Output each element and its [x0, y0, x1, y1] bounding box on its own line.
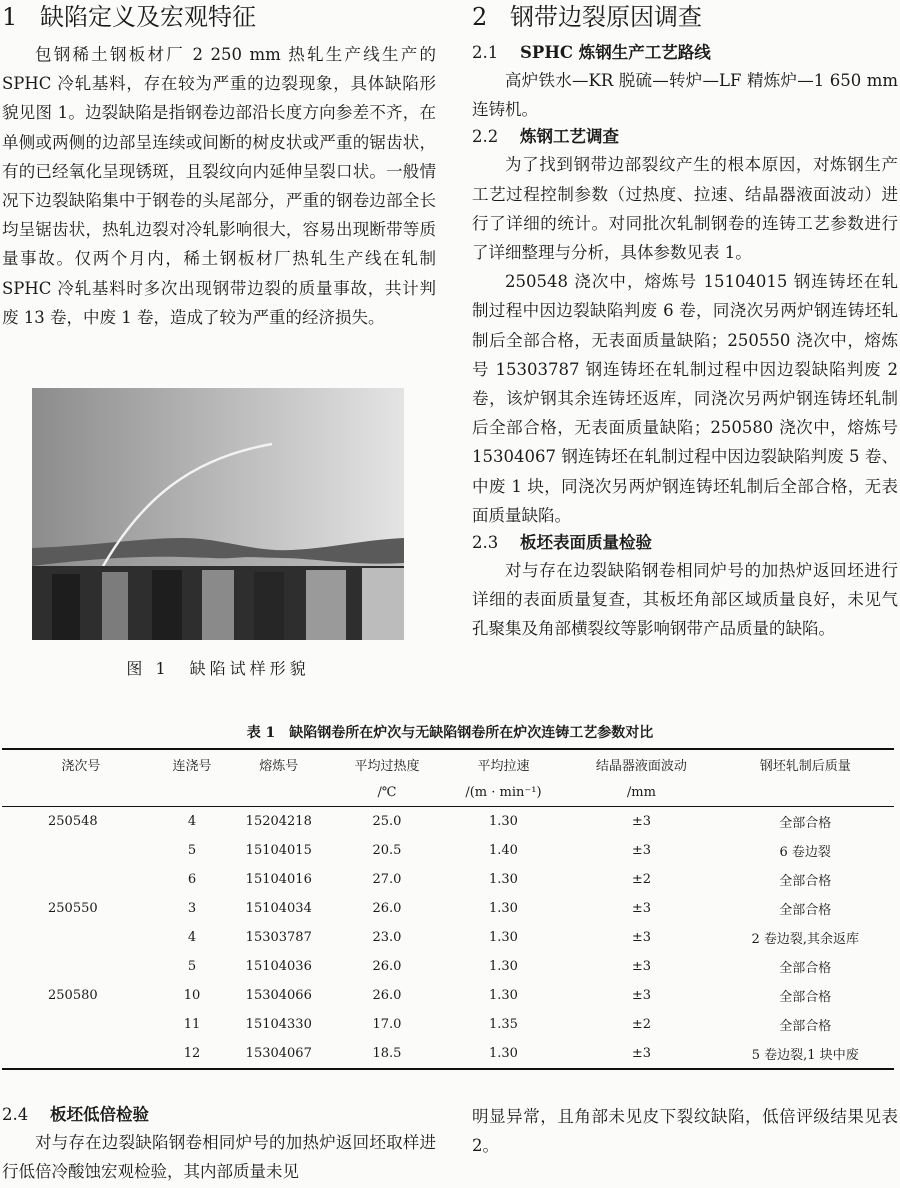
- table-cell: 250550: [48, 901, 98, 916]
- figure-1-defect-photo: [32, 388, 404, 640]
- column-header: 钢坯轧制后质量: [716, 749, 894, 778]
- table-cell: 4: [187, 930, 197, 945]
- table-1-grid: [2, 748, 894, 1070]
- table-cell: 15104015: [245, 843, 312, 858]
- table-cell: [2, 836, 160, 865]
- column-unit: /(m · min⁻¹): [441, 778, 567, 807]
- column-header: 结晶器液面波动: [566, 749, 716, 778]
- subsection-number: 2.1: [472, 43, 499, 62]
- bottom-right-column: [472, 1102, 898, 1160]
- table-cell: ±3: [566, 1039, 716, 1069]
- table-cell: 5: [187, 959, 197, 974]
- support-block: [254, 572, 284, 640]
- support-block: [306, 570, 346, 640]
- subsection-2-1-heading: [472, 40, 898, 66]
- table-cell: 1.40: [488, 843, 518, 858]
- support-block: [102, 572, 128, 640]
- table-cell: ±3: [631, 988, 651, 1003]
- table-cell: 全部合格: [779, 1019, 832, 1034]
- subsection-2-4-heading: [2, 1102, 436, 1128]
- subsection-2-4-paragraph-continued: 明显异常，且角部未见皮下裂纹缺陷，低倍评级结果见表 2。: [472, 1107, 898, 1156]
- table-cell: [2, 1039, 160, 1069]
- table-cell: 1.35: [488, 1017, 518, 1032]
- table-cell: [2, 865, 160, 894]
- column-header: 平均过热度: [333, 749, 440, 778]
- column-unit: [160, 778, 224, 807]
- column-unit: [716, 778, 894, 807]
- table-cell: 1.30: [488, 930, 518, 945]
- table-cell: 5: [187, 843, 197, 858]
- table-cell: 全部合格: [779, 961, 832, 976]
- steel-sheet-surface: [32, 388, 404, 550]
- table-cell: 全部合格: [779, 816, 832, 831]
- column-header: 浇次号: [2, 749, 160, 778]
- column-unit: [224, 778, 333, 807]
- section-title: 缺陷定义及宏观特征: [40, 3, 256, 31]
- table-cell: 4: [187, 814, 197, 829]
- table-row: [2, 865, 894, 894]
- table-cell: [2, 923, 160, 952]
- table-cell: 全部合格: [779, 990, 832, 1005]
- table-cell: 17.0: [372, 1017, 402, 1032]
- table-cell: ±3: [631, 901, 651, 916]
- table-cell: 2 卷边裂,其余返库: [751, 932, 860, 947]
- table-cell: 250548: [48, 814, 98, 829]
- table-cell: 15204218: [245, 814, 312, 829]
- table-cell: 6: [187, 872, 197, 887]
- table-cell: 23.0: [372, 930, 402, 945]
- subsection-2-1-paragraph: 高炉铁水—KR 脱硫—转炉—LF 精炼炉—1 650 mm连铸机。: [472, 71, 898, 120]
- table-cell: 1.30: [488, 814, 518, 829]
- section-2-heading: [472, 2, 898, 32]
- table-cell: 250580: [48, 988, 98, 1003]
- table-cell: 15104330: [245, 1017, 312, 1032]
- table-cell: 全部合格: [779, 903, 832, 918]
- table-cell: 6 卷边裂: [779, 845, 831, 860]
- support-block: [362, 568, 404, 640]
- table-cell: 1.30: [488, 901, 518, 916]
- left-column: [2, 2, 436, 332]
- subsection-2-2-heading: [472, 124, 898, 150]
- table-header-unit-row: [2, 778, 894, 807]
- table-row: [2, 807, 894, 837]
- table-cell: ±3: [631, 814, 651, 829]
- support-block: [202, 570, 234, 640]
- table-cell: ±3: [631, 959, 651, 974]
- table-row: [2, 894, 894, 923]
- table-cell: 15304067: [224, 1039, 333, 1069]
- table-row: [2, 981, 894, 1010]
- table-cell: 20.5: [372, 843, 402, 858]
- table-cell: 3: [187, 901, 197, 916]
- subsection-title: SPHC 炼钢生产工艺路线: [520, 43, 711, 62]
- subsection-number: 2.4: [2, 1105, 29, 1124]
- subsection-number: 2.3: [472, 533, 499, 553]
- table-cell: 1.30: [488, 959, 518, 974]
- column-header: 平均拉速: [441, 749, 567, 778]
- subsection-2-4-paragraph-start: 对与存在边裂缺陷钢卷相同炉号的加热炉返回坯取样进行低倍冷酸蚀宏观检验，其内部质量未见: [2, 1133, 436, 1182]
- column-unit: /mm: [566, 778, 716, 807]
- section-title: 钢带边裂原因调查: [510, 3, 702, 31]
- column-header: 熔炼号: [224, 749, 333, 778]
- section-number: 2: [472, 3, 488, 31]
- table-header-row: [2, 749, 894, 778]
- table-cell: ±2: [631, 1017, 651, 1032]
- column-unit: [2, 778, 160, 807]
- section-1-paragraph: 包钢稀土钢板材厂 2 250 mm 热轧生产线生产的 SPHC 冷轧基料，存在较为严重的边裂现象，具体缺陷形貌见图 1。边裂缺陷是指钢卷边部沿长度方向参差不齐，在单侧或两侧的边部呈连续或间断的树皮状或严重的锯齿状，有的已经氧化呈现锈斑，且裂纹向内延伸呈裂口状。一般情况下边裂缺陷集中于钢卷的头尾部分，严重的钢卷边部全长均呈锯齿状，热轧边裂对冷轧影响很大，容易出现断带等质量事故。仅两个月内，稀土钢板材厂热轧生产线在轧制 SPHC 冷轧基料时多次出现钢带边裂的质量事故，共计判废 13 卷，中废 1 卷，造成了较为严重的经济损失。: [2, 45, 436, 327]
- table-1-title: 表 1 缺陷钢卷所在炉次与无缺陷钢卷所在炉次连铸工艺参数对比: [246, 725, 654, 741]
- table-cell: 1.30: [488, 872, 518, 887]
- table-cell: [2, 952, 160, 981]
- support-block: [152, 570, 182, 640]
- table-cell: ±3: [631, 930, 651, 945]
- table-cell: 12: [160, 1039, 224, 1069]
- table-row: [2, 952, 894, 981]
- table-body: [2, 807, 894, 1070]
- section-number: 1: [2, 3, 18, 31]
- subsection-title: 板坯低倍检验: [50, 1105, 149, 1124]
- support-block: [52, 574, 80, 640]
- subsection-title: 炼钢工艺调查: [520, 127, 619, 147]
- table-cell: 全部合格: [779, 874, 832, 889]
- subsection-2-2-paragraph-1: 为了找到钢带边部裂纹产生的根本原因，对炼钢生产工艺过程控制参数（过热度、拉速、结晶器液面波动）进行了详细的统计。对同批次轧制钢卷的连铸工艺参数进行了详细整理与分析，具体参数见表 1。: [472, 155, 898, 263]
- right-column: [472, 2, 898, 644]
- table-cell: 15104036: [245, 959, 312, 974]
- table-cell: ±2: [631, 872, 651, 887]
- table-cell: ±3: [631, 843, 651, 858]
- column-header: 连浇号: [160, 749, 224, 778]
- table-cell: 15104016: [245, 872, 312, 887]
- table-cell: [2, 1010, 160, 1039]
- table-row: [2, 923, 894, 952]
- column-unit: /℃: [333, 778, 440, 807]
- subsection-2-3-heading: [472, 530, 898, 556]
- subsection-2-3-paragraph: 对与存在边裂缺陷钢卷相同炉号的加热炉返回坯进行详细的表面质量复查，其板坯角部区域质量良好，未见气孔聚集及角部横裂纹等影响钢带产品质量的缺陷。: [472, 561, 898, 639]
- table-row: [2, 1039, 894, 1069]
- table-cell: 18.5: [333, 1039, 440, 1069]
- subsection-2-2-paragraph-2: 250548 浇次中，熔炼号 15104015 钢连铸坯在轧制过程中因边裂缺陷判废 6 卷，同浇次另两炉钢连铸坯轧制后全部合格，无表面质量缺陷；250550 浇次中，熔炼号 15303787 钢连铸坯在轧制过程中因边裂缺陷判废 2 卷，该炉钢其余连铸坯返库，同浇次另两炉钢连铸坯轧制后全部合格，无表面质量缺陷；250580 浇次中，熔炼号 15304067 钢连铸坯在轧制过程中因边裂缺陷判废 5 卷、中废 1 块，同浇次另两炉钢连铸坯轧制后全部合格，无表面质量缺陷。: [472, 272, 898, 525]
- table-cell: 26.0: [372, 959, 402, 974]
- table-cell: 15104034: [245, 901, 312, 916]
- subsection-number: 2.2: [472, 127, 499, 147]
- subsection-title: 板坯表面质量检验: [520, 533, 652, 553]
- table-cell: 1.30: [488, 988, 518, 1003]
- table-1: [0, 722, 900, 1070]
- table-cell: 1.30: [441, 1039, 567, 1069]
- table-cell: 10: [183, 988, 201, 1003]
- table-cell: 11: [183, 1017, 201, 1032]
- bottom-left-column: [2, 1102, 436, 1186]
- table-cell: 26.0: [372, 901, 402, 916]
- table-row: [2, 1010, 894, 1039]
- table-row: [2, 836, 894, 865]
- section-1-heading: [2, 2, 436, 32]
- table-cell: 27.0: [372, 872, 402, 887]
- table-cell: 25.0: [372, 814, 402, 829]
- table-cell: 5 卷边裂,1 块中废: [716, 1039, 894, 1069]
- table-cell: 26.0: [372, 988, 402, 1003]
- figure-1-caption: 图 1 缺陷试样形貌: [126, 659, 310, 678]
- table-cell: 15303787: [245, 930, 312, 945]
- table-cell: 15304066: [245, 988, 312, 1003]
